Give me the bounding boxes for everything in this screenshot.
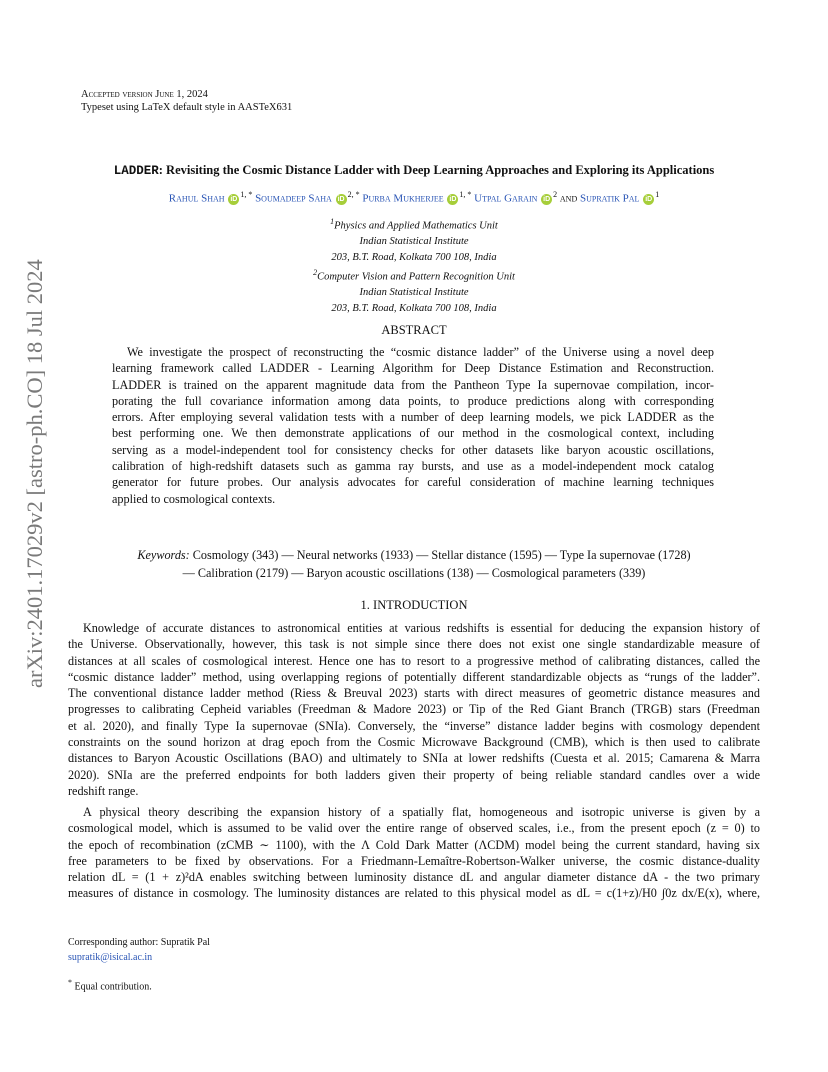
- author-name[interactable]: Purba Mukherjee: [362, 192, 444, 205]
- text-line: porating the full covariance information among data points, to produce predictions along with corresponding: [112, 393, 714, 408]
- affiliation-number: 1: [330, 217, 335, 226]
- text-line: We investigate the prospect of reconstructing the “cosmic distance ladder” of the Universe using a novel deep: [127, 345, 714, 359]
- affiliation-2-line1: [0, 265, 828, 285]
- footnotes: [68, 935, 210, 994]
- text-line: redshift range.: [68, 783, 139, 798]
- title-rest: : Revisiting the Cosmic Distance Ladder with Deep Learning Approaches and Exploring its Applications: [158, 163, 715, 177]
- text-line: et al. 2020), and finally Type Ia supernovae (SNIa). Conversely, the “inverse” distance ladder begins with cosmology dependent: [68, 718, 760, 733]
- keywords-label: Keywords:: [137, 548, 190, 562]
- orcid-icon[interactable]: iD: [337, 195, 345, 203]
- orcid-icon[interactable]: iD: [543, 195, 551, 203]
- affiliation-number: 2: [313, 268, 318, 277]
- arxiv-stamp: arXiv:2401.17029v2 [astro-ph.CO] 18 Jul 2024: [22, 259, 47, 688]
- text-line: errors. After employing several validation tests with a number of deep learning models, we pick LADDER as the: [112, 410, 714, 425]
- keywords-line2: — Calibration (2179) — Baryon acoustic oscillations (138) — Cosmological parameters (339): [182, 566, 646, 580]
- text-line: learning framework called LADDER - Learning Algorithm for Deep Distance Estimation and Reconstruction.: [112, 361, 714, 376]
- affiliation-1-line1: [0, 214, 828, 234]
- affiliation-2-line2: Indian Statistical Institute: [359, 287, 469, 298]
- text-line: cosmological model, which is assumed to be valid over the entire range of observed scales, i.e., from the present epoch (z = 0) to: [68, 821, 760, 836]
- text-line: serving as a model-independent tool for consistency checks for other datasets like baryon acoustic oscillations,: [112, 442, 714, 457]
- abstract-heading: ABSTRACT: [381, 323, 447, 337]
- author-marks: 1: [655, 190, 660, 199]
- text-line: calibration of high-redshift datasets such as gamma ray bursts, and use as a model-independent mock catalog: [112, 459, 714, 474]
- orcid-icon[interactable]: iD: [449, 195, 457, 203]
- author-name[interactable]: Supratik Pal: [580, 192, 640, 205]
- text-line: relation dL = (1 + z)²dA enables switching between luminosity distance dL and angular diameter distance dA - the two primary: [68, 870, 760, 885]
- text-line: best performing one. We then demonstrate applications of our method in the cosmological context, including: [112, 426, 714, 441]
- orcid-icon[interactable]: iD: [230, 195, 238, 203]
- affiliation-1-line2: Indian Statistical Institute: [359, 236, 469, 247]
- accepted-line: Accepted version June 1, 2024: [81, 89, 208, 100]
- footnote-text: Equal contribution.: [74, 981, 152, 993]
- text-line: distances at all scales of cosmological interest. Hence one has to resort to a progressive method of calibrating distances, called the: [68, 653, 760, 668]
- intro-paragraph-1: [68, 620, 760, 799]
- text-line: A physical theory describing the expansion history of a spatially flat, homogeneous and isotropic universe is given by a: [83, 805, 760, 819]
- author-marks: 1, *: [459, 190, 472, 199]
- equal-contribution-note: [68, 975, 210, 994]
- authors-and: and: [559, 192, 578, 205]
- keywords: [0, 546, 828, 582]
- text-line: The conventional distance ladder method (Riess & Breuval 2023) starts with direct measures of geometric distance measures and: [68, 686, 760, 701]
- text-line: applied to cosmological contexts.: [112, 491, 276, 506]
- affiliation-2-line3: 203, B.T. Road, Kolkata 700 108, India: [331, 302, 497, 314]
- author-marks: 2, *: [347, 190, 360, 199]
- affiliation-1-line3: 203, B.T. Road, Kolkata 700 108, India: [331, 251, 497, 263]
- email-link[interactable]: supratik@isical.ac.in: [68, 952, 153, 963]
- affiliations: [0, 214, 828, 316]
- affiliation-text: Computer Vision and Pattern Recognition Unit: [317, 271, 515, 283]
- keywords-line1: Cosmology (343) — Neural networks (1933) — Stellar distance (1595) — Type Ia supernovae (1728): [192, 548, 691, 562]
- typeset-line: Typeset using LaTeX default style in AASTeX631: [81, 102, 293, 113]
- affiliation-text: Physics and Applied Mathematics Unit: [334, 220, 498, 232]
- text-line: distances to Baryon Acoustic Oscillations (BAO) and ultimately to SNIa at lower redshifts (Cuesta et al. 2015; Camarena & Marra: [68, 751, 760, 766]
- text-line: measures of distance in cosmology. The luminosity distances are related to this physical model as dL = c(1+z)/H0 ∫0z dx/E(x), where,: [68, 886, 760, 901]
- text-line: Knowledge of accurate distances to astronomical entities at various redshifts is essential for deducing the expansion history of: [83, 621, 760, 635]
- text-line: free parameters to be fixed by observations. For a Friedmann-Lemaître-Robertson-Walker universe, the cosmic distance-duality: [68, 853, 760, 868]
- author-marks: 2: [553, 190, 558, 199]
- author-name[interactable]: Soumadeep Saha: [255, 192, 332, 205]
- orcid-icon[interactable]: iD: [645, 195, 653, 203]
- author-marks: 1, *: [240, 190, 253, 199]
- author-name[interactable]: Rahul Shah: [168, 192, 225, 205]
- author-name[interactable]: Utpal Garain: [474, 192, 538, 205]
- text-line: the epoch of recombination (zCMB ∼ 1100), with the Λ Cold Dark Matter (ΛCDM) model being the current standard, having six: [68, 837, 760, 852]
- text-line: constraints on the sound horizon at drag epoch from the Cosmic Microwave Background (CMB), which is then used to calibrate: [68, 735, 760, 750]
- text-line: progresses to calibrating Cepheid variables (Freedman & Madore 2023) or Tip of the Red Giant Branch (TRGB) stars (Freedman: [68, 702, 760, 717]
- footnote-mark: *: [68, 978, 72, 987]
- text-line: the Universe. Observationally, however, this task is not simple since there does not exist one single standardizable measure of: [68, 637, 760, 652]
- text-line: “cosmic distance ladder” method, using overlapping regions of potentially different standardizable objects as “rungs of the ladder”.: [68, 669, 760, 684]
- title-ladder: LADDER: [113, 164, 159, 178]
- text-line: LADDER is trained on the apparent magnitude data from the Pantheon Type Ia supernovae compilation, incor-: [112, 377, 714, 392]
- preprint-header: [81, 88, 292, 114]
- abstract-body: [112, 344, 714, 507]
- text-line: 2020). SNIa are the preferred endpoints for both ladders given their property of being reliable standard candles over a wide: [68, 767, 760, 782]
- text-line: generator for future probes. Our analysis advocates for careful consideration of machine learning techniques: [112, 475, 714, 490]
- paper-title: [0, 163, 828, 178]
- author-list: [0, 190, 828, 205]
- intro-paragraph-2: [68, 804, 760, 902]
- corresponding-author: Corresponding author: Supratik Pal: [68, 937, 210, 948]
- section-heading: 1. INTRODUCTION: [360, 598, 468, 612]
